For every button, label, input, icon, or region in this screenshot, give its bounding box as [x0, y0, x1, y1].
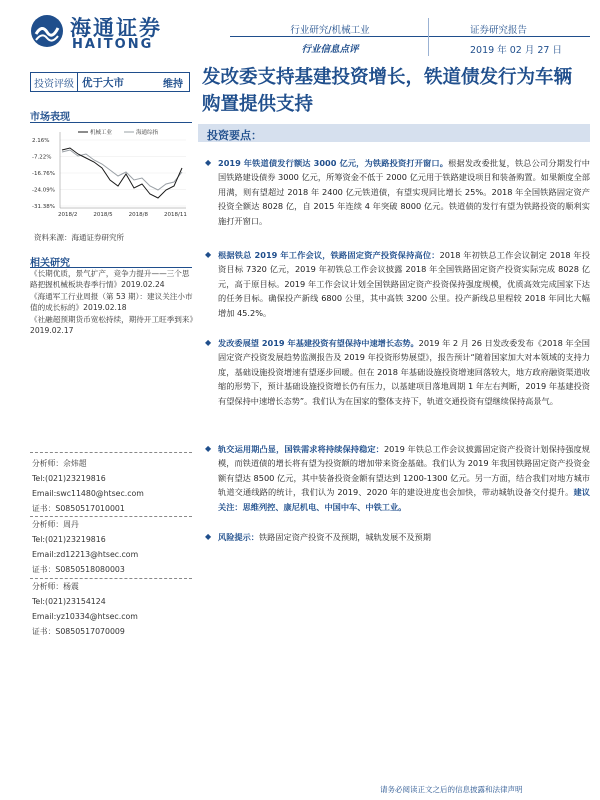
- market-heading: 市场表现: [30, 112, 70, 123]
- logo-chinese: 海通证券: [70, 15, 162, 40]
- key-point-paragraph: [206, 530, 590, 544]
- x-tick-label: 2018/8: [128, 212, 149, 218]
- key-point-lead: 根据铁总 2019 年工作会议，铁路固定资产投资保持高位：: [218, 250, 440, 260]
- report-subcategory: 行业信息点评: [301, 44, 359, 55]
- key-point-recommend: 建议关注：思维列控、康尼机电、中国中车、中铁工业。: [218, 487, 590, 512]
- page-title: 发改委支持基建投资增长，铁道债发行为车辆购置提供支持: [202, 67, 573, 115]
- x-tick-label: 2018/11: [164, 212, 187, 218]
- analyst-email[interactable]: Email:zd12213@htsec.com: [32, 550, 139, 559]
- analyst-card: [32, 456, 192, 516]
- report-category: 行业研究/机械工业: [290, 25, 370, 36]
- key-point-paragraph: [206, 336, 590, 408]
- analyst-email[interactable]: Email:yz10334@htsec.com: [32, 612, 138, 621]
- series-line-haitong: [62, 150, 182, 190]
- bullet-icon: ◆: [205, 338, 212, 347]
- related-item[interactable]: 《社融超预期货币宽松持续，期待开工旺季到来》2019.02.17: [30, 314, 194, 336]
- key-point-lead: 轨交运用期凸显，国铁需求将持续保持稳定：: [218, 444, 384, 454]
- analyst-cert: 证书：S0850517010001: [32, 504, 125, 513]
- related-item[interactable]: 《海通军工行业周报（第 53 期）：建议关注小市值的成长标的》2019.02.18: [30, 291, 193, 313]
- related-heading: 相关研究: [30, 258, 70, 269]
- y-tick-label: -16.76%: [32, 171, 55, 177]
- bullet-icon: ◆: [205, 532, 212, 541]
- header-separator: [428, 18, 429, 56]
- rating-label: 投资评级: [31, 73, 78, 91]
- analyst-email[interactable]: Email:swc11480@htsec.com: [32, 489, 144, 498]
- key-point-lead: 2019 年铁道债发行额达 3000 亿元，为铁路投资打开窗口。: [218, 158, 449, 168]
- chart-source: 资料来源：海通证券研究所: [34, 233, 124, 242]
- bullet-icon: ◆: [205, 444, 212, 453]
- analyst-tel: Tel:(021)23154124: [32, 597, 106, 606]
- key-point-lead: 发改委展望 2019 年基建投资有望保持中速增长态势。: [218, 338, 419, 348]
- key-point-body: 2018 年初铁总工作会议制定 2018 年投资目标 7320 亿元，2019 年初铁总工作会议披露 2018 年全国铁路固定资产投资实际完成 8028 亿元，高于原目标。2019 年工作会议计划全国铁路固定资产投资保持强度规模，优质高效完成国家下达的任务目标。确保投产新线 6800 公里，其中高铁 3200 公里。投产新线总里程较 2018 年同比大幅增加 45.2%。: [218, 250, 591, 318]
- y-tick-label: -24.09%: [32, 187, 55, 194]
- x-tick-label: 2018/2: [58, 212, 78, 218]
- haitong-logo-icon: [30, 14, 64, 48]
- key-point-body: 根据发改委批复，铁总公司分期发行中国铁路建设债券 3000 亿元，所筹资金不低于 2000 亿元用于铁路建设项目和装备购置。如果额度全部用满，则有望超过 2018 年 2400 亿元铁道债，有望实现同比增长 25%。2018 年全国铁路固定资产投资全额达 8028 亿，自 2015 年连续 4 年突破 8000 亿元。铁道债的发行有望为铁路投资的顺利实施打开窗口。: [218, 158, 590, 226]
- key-point-body: 2019 年 2 月 26 日发改委发布《2018 年全国固定资产投资发展趋势监测报告及 2019 年投资形势展望》，报告预计“随着国家加大对本领域的支持力度，基础设施投资增速有望逐步回暖。但在 2018 年基础设施投资增速回落较大，地方政府融资渠道收缩的形势下，预计基础设施投资增长仍有压力，以基建项目落地周期 1 年左右判断，2019 年基建投资有望保持中速增长态势”。我们认为在国家的整体支持下，轨道交通投资有望继续保持高景气。: [218, 338, 590, 406]
- investment-rating: [30, 72, 190, 92]
- legend-label-haitong: 海通综指: [136, 130, 159, 136]
- disclaimer-footer: 请务必阅读正文之后的信息披露和法律声明: [380, 785, 523, 794]
- report-date: 2019 年 02 月 27 日: [470, 45, 562, 56]
- legend-label-machinery: 机械工业: [90, 130, 113, 136]
- y-tick-label: -31.38%: [32, 204, 55, 210]
- rating-status: 维持: [163, 78, 183, 90]
- analyst-tel: Tel:(021)23219816: [32, 474, 106, 483]
- analyst-name: 分析师：佘炜超: [32, 459, 87, 468]
- analyst-card: [32, 517, 192, 577]
- divider: [30, 452, 192, 453]
- related-item[interactable]: 《长期优质，景气扩产，竞争力提升——三个思路把握机械板块春季行情》2019.02.24: [30, 269, 190, 290]
- analyst-name: 分析师：杨震: [32, 582, 79, 591]
- key-points-heading: 投资要点：: [207, 129, 262, 142]
- market-chart: [30, 128, 192, 220]
- key-point-body: 铁路固定资产投资不及预期，城轨发展不及预期: [258, 532, 431, 542]
- key-point-body: 2019 年铁总工作会议披露固定资产投资计划保持强度规模，而铁道债的增长将有望为投资额的增加带来资金基础。我们认为 2019 年我国铁路固定资产投资金额有望达 8500 亿元，其中装备投资金额有望达到 1200-1300 亿元。另一方面，结合我们对地方城市轨道交通线路的统计，我们认为 2019、2020 年的建设进度也会加快，带动城轨设备交付提升。: [218, 444, 590, 498]
- y-tick-label: 2.16%: [32, 138, 50, 144]
- related-list: [30, 268, 195, 336]
- bullet-icon: ◆: [205, 250, 212, 259]
- key-point-lead: 风险提示：: [218, 532, 259, 542]
- header-rule: [230, 36, 590, 37]
- report-type: 证券研究报告: [470, 25, 528, 36]
- key-point-paragraph: [206, 248, 590, 320]
- analyst-cert: 证书：S0850518080003: [32, 565, 125, 574]
- analyst-card: [32, 579, 192, 639]
- bullet-icon: ◆: [205, 158, 212, 167]
- analyst-tel: Tel:(021)23219816: [32, 535, 106, 544]
- logo-english: HAITONG: [72, 37, 154, 52]
- key-point-paragraph: [206, 156, 590, 228]
- analyst-cert: 证书：S0850517070009: [32, 627, 125, 636]
- y-tick-label: -7.22%: [32, 154, 52, 161]
- x-tick-label: 2018/5: [93, 212, 113, 218]
- rating-value: 优于大市: [82, 76, 124, 89]
- market-rule: [30, 122, 192, 123]
- analyst-name: 分析师：周丹: [32, 520, 79, 529]
- key-point-paragraph: [206, 442, 590, 514]
